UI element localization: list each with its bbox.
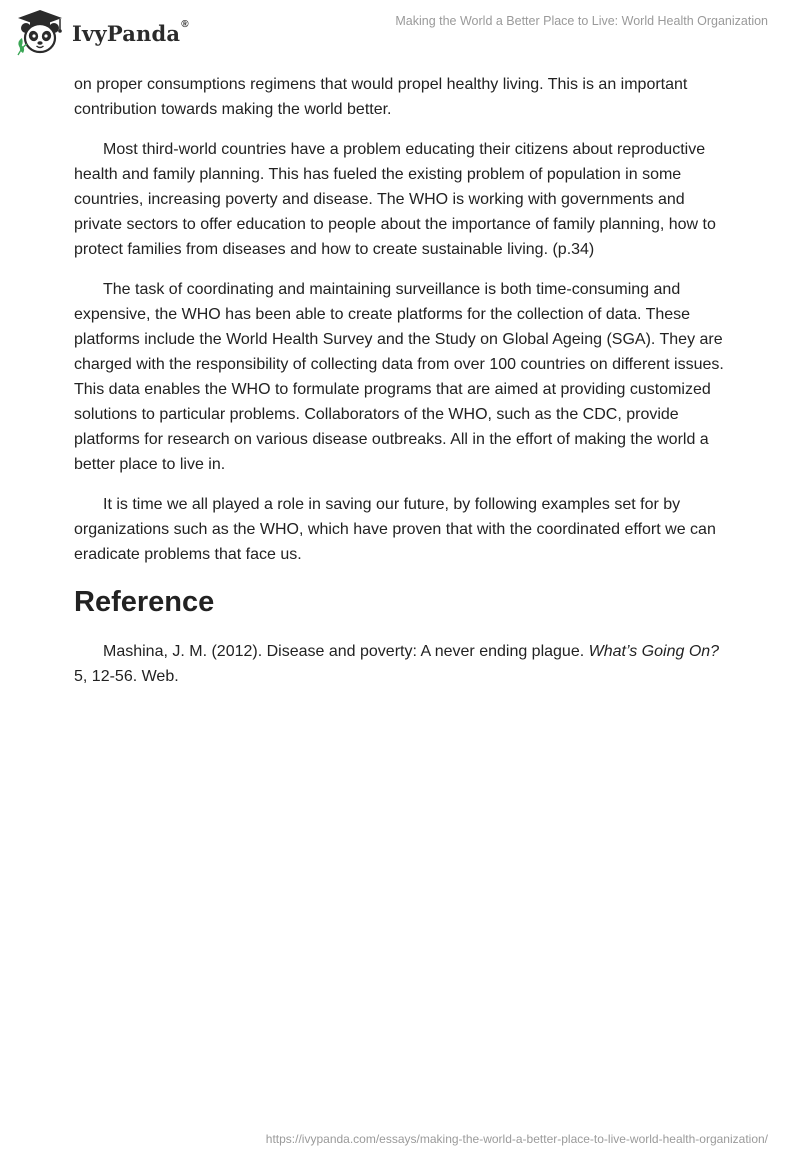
essay-content (74, 72, 730, 704)
paragraph: Most third-world countries have a problem educating their citizens about reproductive health and family planning. This has fueled the existing problem of population in some countries, increasing poverty and disease. The WHO is working with governments and private sectors to offer education to people about the importance of family planning, how to protect families from diseases and how to create sustainable living. (p.34) (74, 141, 716, 258)
reference-heading: Reference (74, 586, 215, 618)
paragraph: The task of coordinating and maintaining surveillance is both time-consuming and expensive, the WHO has been able to create platforms for the collection of data. These platforms include the World Health Survey and the Study on Global Ageing (SGA). They are charged with the responsibility of collecting data from over 100 countries on different issues. This data enables the WHO to formulate programs that are aimed at providing customized solutions to particular problems. Collaborators of the WHO, such as the CDC, provide platforms for research on various disease outbreaks. All in the effort of making the world a better place to live in. (74, 281, 724, 473)
registered-mark: ® (181, 18, 189, 30)
document-title: Making the World a Better Place to Live: World Health Organization (395, 14, 768, 28)
page-header (0, 0, 800, 62)
paragraph-continued: on proper consumptions regimens that would propel healthy living. This is an important contribution towards making the world better. (74, 76, 688, 118)
ivypanda-logo[interactable] (14, 8, 189, 56)
reference-citation-details: 5, 12-56. Web. (74, 668, 179, 685)
reference-entry (74, 639, 730, 689)
source-url[interactable]: https://ivypanda.com/essays/making-the-world-a-better-place-to-live-world-health-organization/ (265, 1132, 768, 1146)
reference-journal-title: What’s Going On? (588, 643, 720, 660)
paragraph: It is time we all played a role in saving our future, by following examples set for by organizations such as the WHO, which have proven that with the coordinated effort we can eradicate problems that face us. (74, 496, 716, 563)
brand-name: IvyPanda® (72, 18, 189, 46)
panda-graduate-icon (14, 8, 66, 56)
reference-citation-text: Mashina, J. M. (2012). Disease and poverty: A never ending plague. (103, 643, 589, 660)
